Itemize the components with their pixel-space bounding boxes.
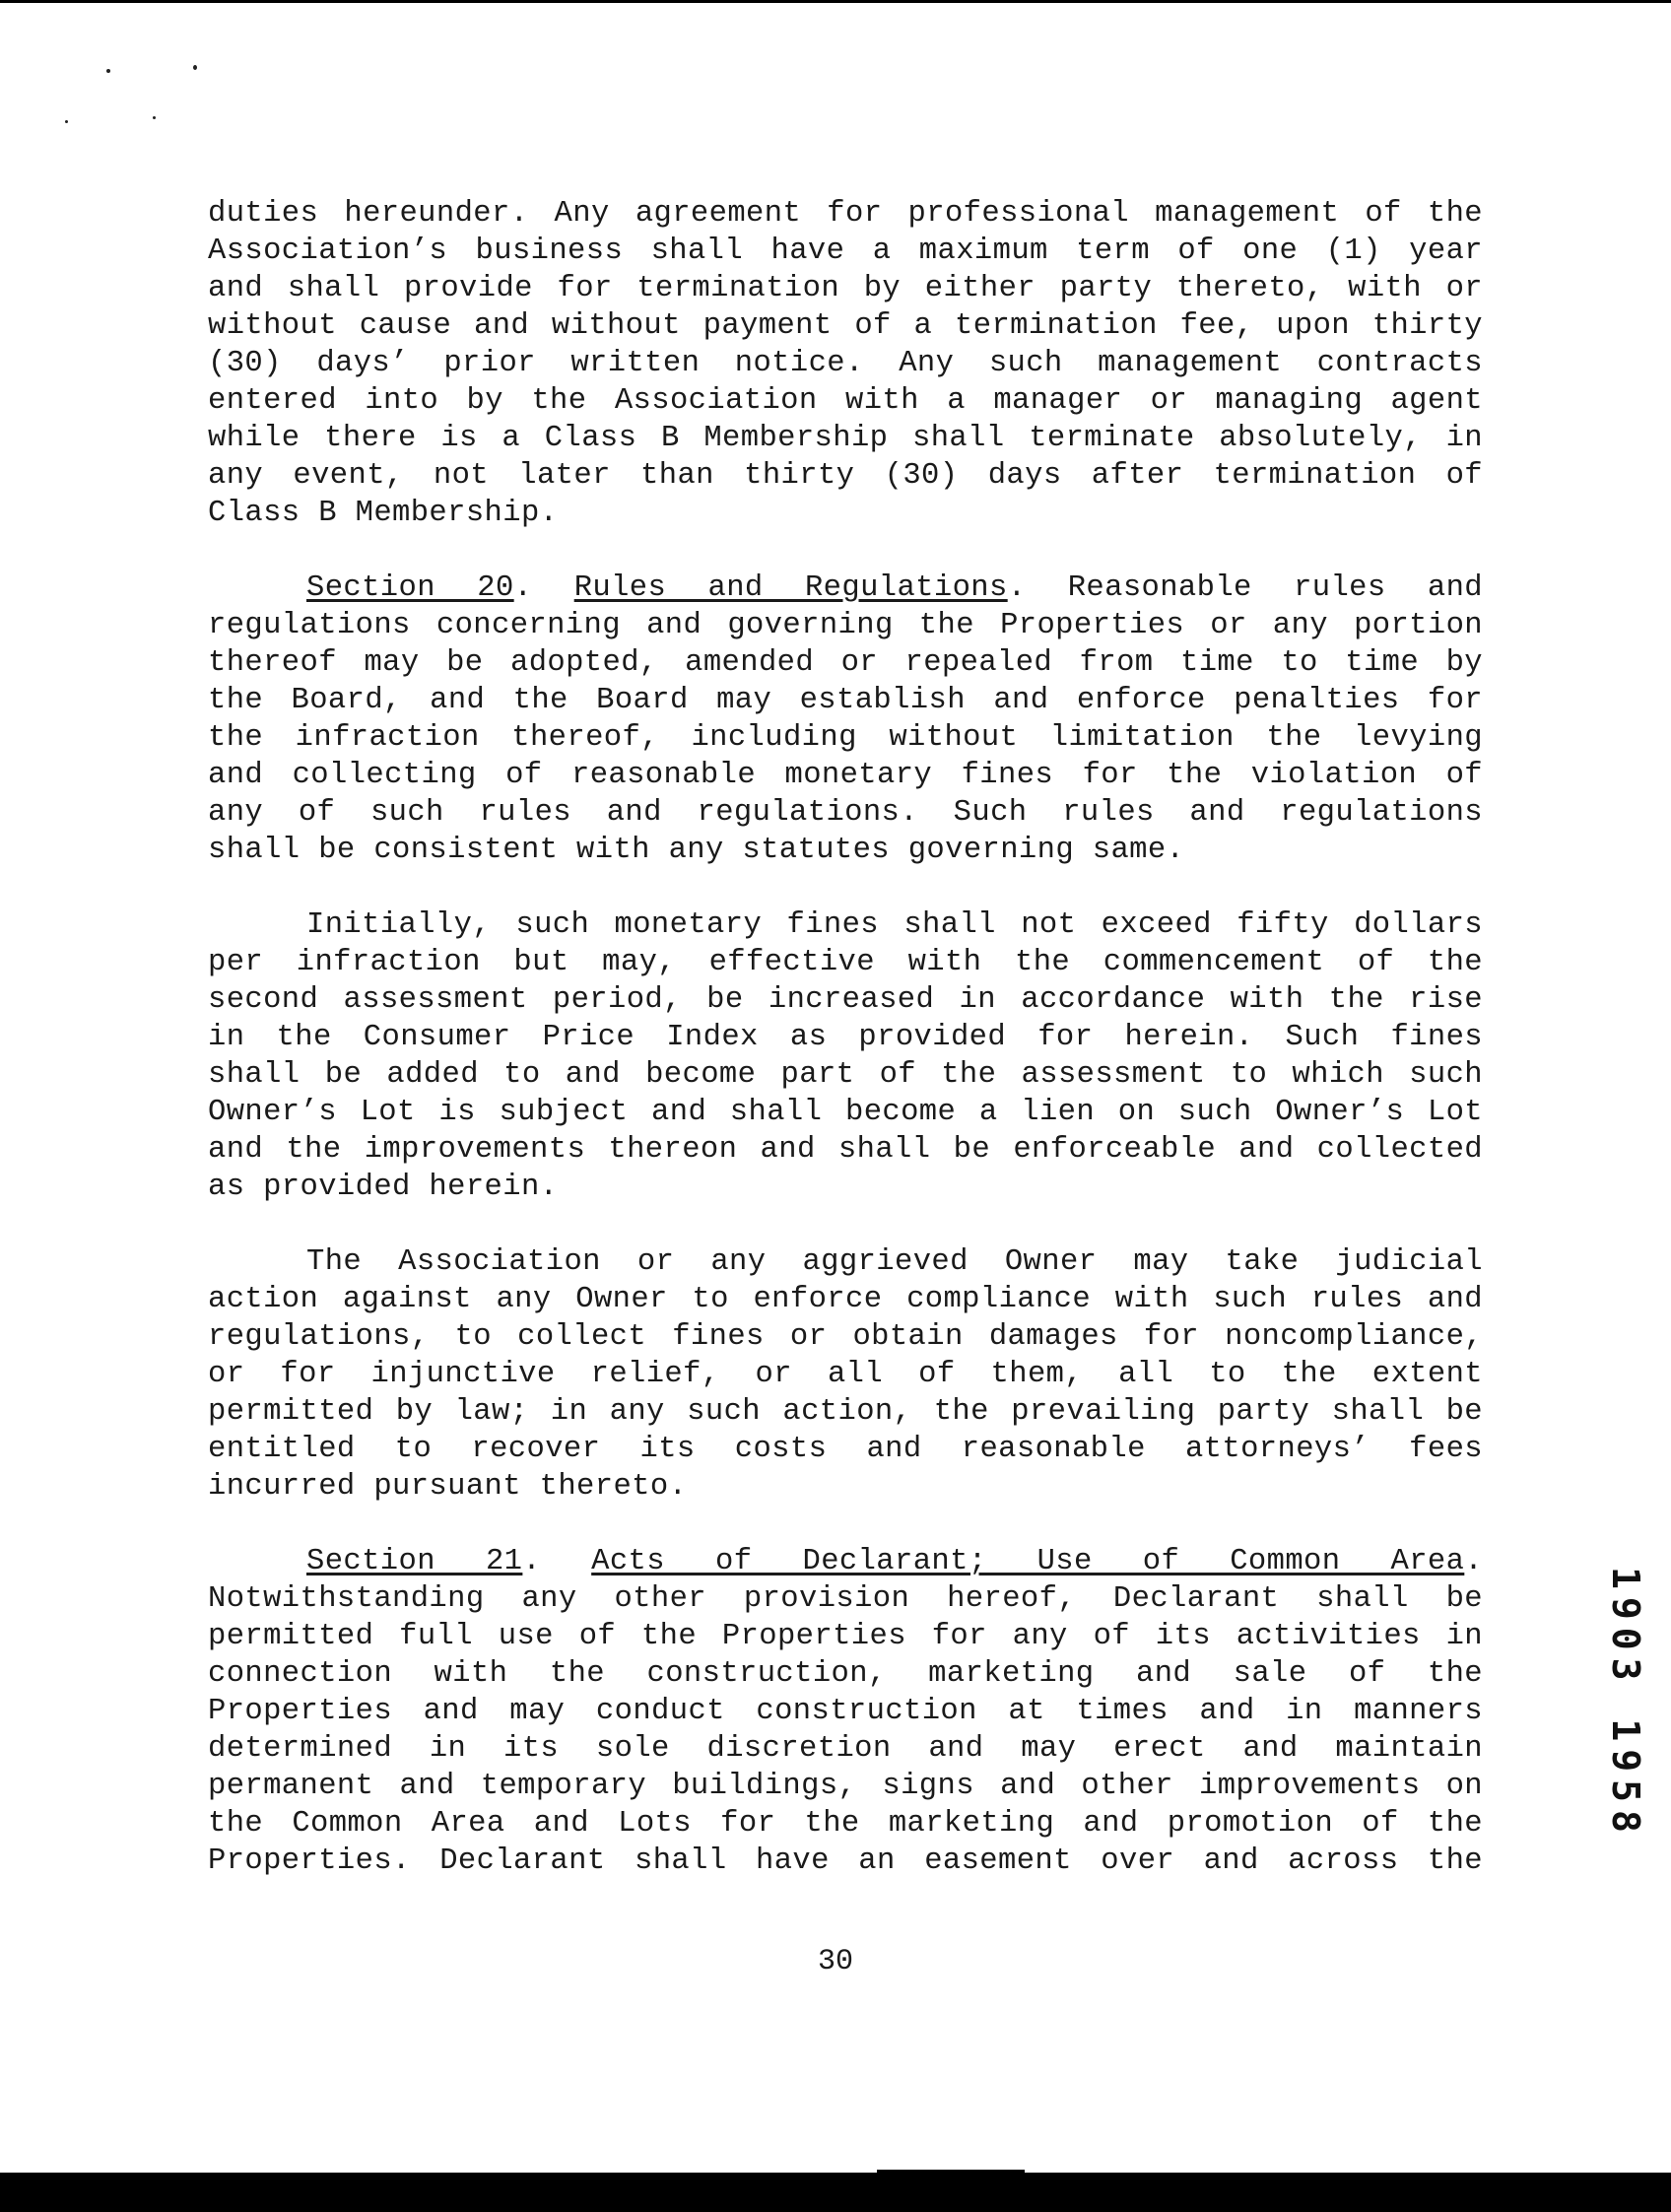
text-line: the Board, and the Board may establish and enforce penalties for [208, 684, 1483, 717]
text-line: second assessment period, be increased in accordance with the rise [208, 983, 1483, 1017]
scan-speck [153, 116, 156, 119]
recording-stamp [1604, 1567, 1651, 1902]
section-number: Section 20 [306, 571, 514, 605]
text-line: regulations concerning and governing the Properties or any portion [208, 609, 1483, 642]
text-line: connection with the construction, marketing and sale of the [208, 1657, 1483, 1691]
text-line: Reasonable rules and [1067, 571, 1484, 605]
text-line: permitted by law; in any such action, the prevailing party shall be [208, 1395, 1483, 1429]
text-line: The Association or any aggrieved Owner may take judicial [306, 1245, 1483, 1279]
text-line: incurred pursuant thereto. [208, 1470, 688, 1504]
text-line: Owner’s Lot is subject and shall become a lien on such Owner’s Lot [208, 1096, 1483, 1129]
text-line: duties hereunder. Any agreement for professional management of the [208, 197, 1483, 231]
text-line: entered into by the Association with a manager or managing agent [208, 384, 1483, 418]
scan-speck [106, 69, 110, 73]
text-line: permanent and temporary buildings, signs and other improvements on [208, 1770, 1483, 1803]
page-number: 30 [817, 1945, 853, 1978]
text-line: Initially, such monetary fines shall not exceed fifty dollars [306, 908, 1483, 942]
scan-top-edge [0, 0, 1671, 3]
text-line: the Common Area and Lots for the marketing and promotion of the [208, 1807, 1483, 1841]
text-line: shall be added to and become part of the assessment to which such [208, 1058, 1483, 1092]
text-line: without cause and without payment of a termination fee, upon thirty [208, 309, 1483, 343]
text-line: as provided herein. [208, 1171, 559, 1204]
text-line: per infraction but may, effective with the commencement of the [208, 946, 1483, 979]
scan-bottom-edge [0, 2173, 1671, 2212]
section-20-paragraph [208, 570, 1483, 869]
paragraph [208, 1243, 1483, 1506]
section-heading-line: Section 20. Rules and Regulations. Reasonable rules and [306, 571, 1484, 605]
paragraph [208, 906, 1483, 1206]
text-line: in the Consumer Price Index as provided for herein. Such fines [208, 1021, 1483, 1054]
scan-speck [193, 65, 197, 70]
section-21-paragraph [208, 1543, 1483, 1880]
text-line: (30) days’ prior written notice. Any such management contracts [208, 347, 1483, 380]
text-line: Class B Membership. [208, 497, 559, 530]
text-line: Association’s business shall have a maximum term of one (1) year [208, 235, 1483, 268]
text-line: determined in its sole discretion and may erect and maintain [208, 1732, 1483, 1766]
scan-speck [65, 120, 68, 123]
text-line: any of such rules and regulations. Such rules and regulations [208, 796, 1483, 830]
text-line: or for injunctive relief, or all of them, all to the extent [208, 1358, 1483, 1391]
text-line: action against any Owner to enforce compliance with such rules and [208, 1283, 1483, 1316]
text-line: permitted full use of the Properties for any of its activities in [208, 1620, 1483, 1653]
text-line: the infraction thereof, including without limitation the levying [208, 721, 1483, 755]
section-number: Section 21 [306, 1545, 523, 1578]
text-line: and the improvements thereon and shall be enforceable and collected [208, 1133, 1483, 1167]
text-line: Properties and may conduct construction at times and in manners [208, 1695, 1483, 1728]
section-title: Acts of Declarant; Use of Common Area [591, 1545, 1465, 1578]
recording-stamp-number: 1903 1958 [1604, 1567, 1647, 1841]
text-line: while there is a Class B Membership shall terminate absolutely, in [208, 422, 1483, 455]
text-line: regulations, to collect fines or obtain damages for noncompliance, [208, 1320, 1483, 1354]
text-line: shall be consistent with any statutes governing same. [208, 834, 1185, 867]
document-body [208, 195, 1483, 1917]
section-heading-line: Section 21. Acts of Declarant; Use of Common Area. [306, 1545, 1484, 1578]
text-line: Properties. Declarant shall have an easement over and across the [208, 1844, 1483, 1878]
text-line: and shall provide for termination by either party thereto, with or [208, 272, 1483, 305]
section-title: Rules and Regulations [573, 571, 1008, 605]
paragraph [208, 195, 1483, 532]
text-line: thereof may be adopted, amended or repealed from time to time by [208, 646, 1483, 680]
text-line: entitled to recover its costs and reasonable attorneys’ fees [208, 1433, 1483, 1466]
text-line: Notwithstanding any other provision hereof, Declarant shall be [208, 1582, 1483, 1616]
text-line: any event, not later than thirty (30) days after termination of [208, 459, 1483, 493]
text-line: and collecting of reasonable monetary fines for the violation of [208, 759, 1483, 792]
